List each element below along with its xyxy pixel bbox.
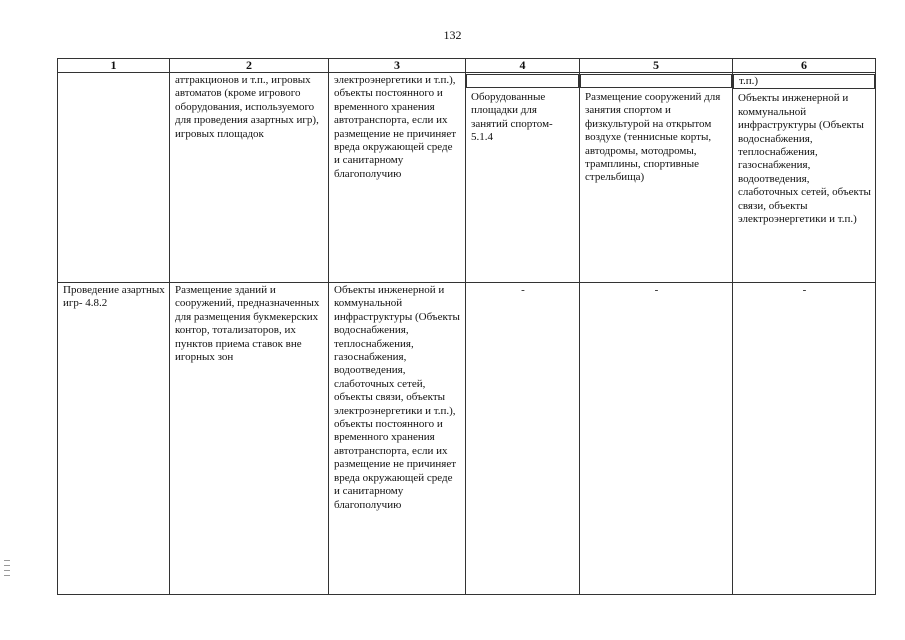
table-row: [58, 73, 876, 283]
cell-main-use: Размещение зданий и сооружений, предназначенных для размещения букмекерских контор, тотализаторов, их пунктов приема ставок вне игорных зон: [170, 283, 329, 595]
column-header-5: 5: [580, 59, 733, 73]
continuation-box: т.п.): [733, 74, 875, 89]
table-row: [58, 283, 876, 595]
conditional-description-text: Размещение сооружений для занятия спортом и физкультурой на открытом воздухе (теннисные корты, автодромы, мотодромы, трамплины, спортивные стрельбища): [585, 91, 721, 184]
cell-conditional-auxiliary: -: [733, 283, 876, 595]
column-header-6: 6: [733, 59, 876, 73]
header-row: [58, 59, 876, 73]
cell-main-use: аттракционов и т.п., игровых автоматов (кроме игрового оборудования, используемого для проведения азартных игр), игровых площадок: [170, 73, 329, 283]
margin-mark: [4, 565, 10, 566]
column-header-2: 2: [170, 59, 329, 73]
cell-conditional-use: -: [466, 283, 580, 595]
land-use-table: [57, 58, 876, 595]
empty-box: [580, 74, 732, 88]
page-number: 132: [443, 28, 462, 42]
column-header-1: 1: [58, 59, 170, 73]
cell-conditional-description: [580, 73, 733, 283]
conditional-use-text: Оборудованные площадки для занятий спортом- 5.1.4: [471, 91, 553, 144]
cell-conditional-auxiliary: [733, 73, 876, 283]
margin-mark: [4, 560, 10, 561]
empty-box: [466, 74, 579, 88]
column-header-4: 4: [466, 59, 580, 73]
cell-conditional-description: -: [580, 283, 733, 595]
cell-conditional-use: [466, 73, 580, 283]
margin-mark: [4, 575, 10, 576]
conditional-auxiliary-text: Объекты инженерной и коммунальной инфраструктуры (Объекты водоснабжения, теплоснабжения, газоснабжения, водоотведения, слаботочных сетей, объекты связи, объекты электроэнергетики и т.п.): [738, 92, 871, 226]
cell-activity-type: Проведение азартных игр- 4.8.2: [58, 283, 170, 595]
cell-activity-type: [58, 73, 170, 283]
column-header-3: 3: [329, 59, 466, 73]
margin-mark: [4, 570, 10, 571]
cell-auxiliary-use: Объекты инженерной и коммунальной инфраструктуры (Объекты водоснабжения, теплоснабжения, газоснабжения, водоотведения, слаботочных сетей, объекты связи, объекты электроэнергетики и т.п.), объекты постоянного и временного хранения автотранспорта, если их размещение не причиняет вреда окружающей среде и санитарному благополучию: [329, 283, 466, 595]
cell-auxiliary-use: электроэнергетики и т.п.), объекты постоянного и временного хранения автотранспорта, если их размещение не причиняет вреда окружающей среде и санитарному благополучию: [329, 73, 466, 283]
